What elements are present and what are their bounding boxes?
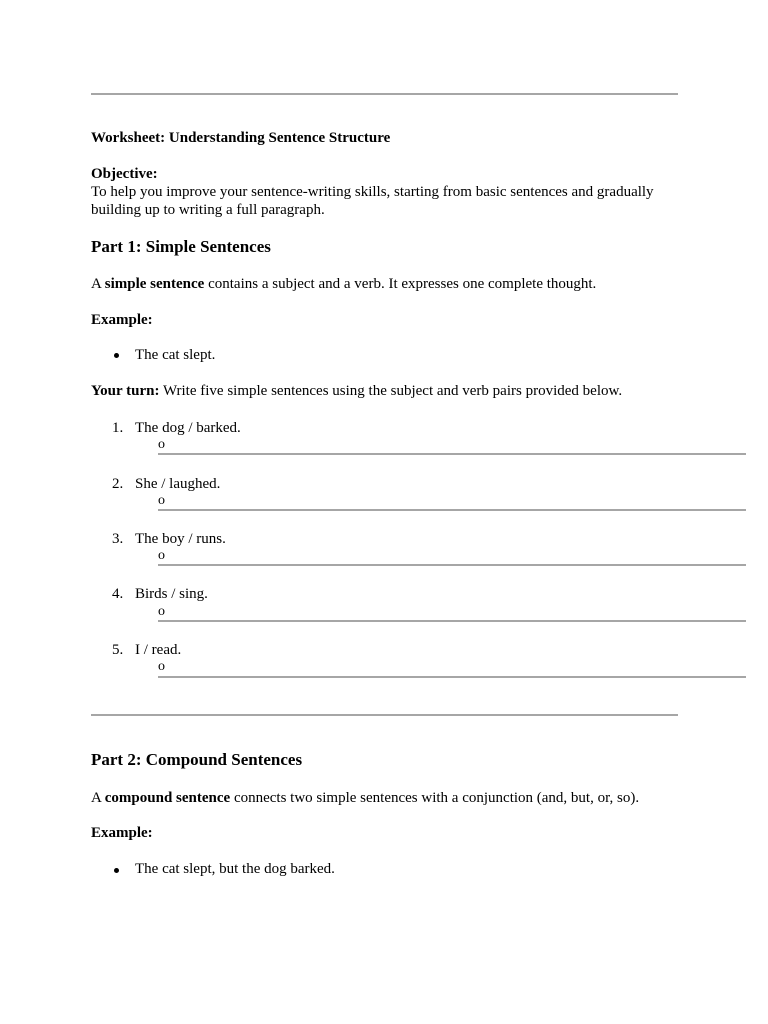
list-item-number: 5. [112,642,124,658]
sub-bullet-marker: o [158,548,165,563]
part2-def-rest: connects two simple sentences with a conjunction (and, but, or, so). [230,790,640,806]
bullet-icon [114,868,119,873]
part1-example-item: The cat slept. [135,347,216,363]
sub-bullet-marker: o [158,659,165,674]
list-item-prompt: I / read. [135,642,182,658]
part1-heading: Part 1: Simple Sentences [91,237,271,256]
part1-def-term: simple sentence [104,276,205,292]
section-divider [91,714,678,716]
answer-line[interactable] [158,620,746,622]
answer-line[interactable] [158,676,746,678]
part1-def-rest: contains a subject and a verb. It expresses one complete thought. [204,276,597,292]
top-divider [91,93,678,95]
list-item-number: 4. [112,586,124,602]
list-item-prompt: She / laughed. [135,476,221,492]
part1-def-prefix: A [91,276,105,292]
part2-example-item: The cat slept, but the dog barked. [135,861,335,877]
bullet-icon [114,353,119,358]
list-item-number: 3. [112,531,124,547]
sub-bullet-marker: o [158,437,165,452]
objective-label: Objective: [91,166,158,182]
objective-text-line-1: To help you improve your sentence-writing skills, starting from basic sentences and gradually [91,184,654,200]
worksheet-title: Worksheet: Understanding Sentence Structure [91,130,391,146]
list-item-prompt: The dog / barked. [135,420,241,436]
answer-line[interactable] [158,564,746,566]
list-item-prompt: The boy / runs. [135,531,226,547]
list-item-prompt: Birds / sing. [135,586,208,602]
part1-your-turn [91,382,622,400]
list-item-number: 2. [112,476,124,492]
answer-line[interactable] [158,509,746,511]
your-turn-label: Your turn: [91,383,160,399]
objective-text-line-2: building up to writing a full paragraph. [91,202,325,218]
part2-def-prefix: A [91,790,105,806]
part2-heading: Part 2: Compound Sentences [91,750,303,769]
list-item-number: 1. [112,420,124,436]
part1-definition [91,275,596,293]
answer-line[interactable] [158,453,746,455]
part2-def-term: compound sentence [104,790,231,806]
sub-bullet-marker: o [158,604,165,619]
part1-example-label: Example: [91,312,153,328]
your-turn-text: Write five simple sentences using the subject and verb pairs provided below. [159,383,623,399]
sub-bullet-marker: o [158,493,165,508]
part2-definition [91,789,639,807]
part2-example-label: Example: [91,825,153,841]
